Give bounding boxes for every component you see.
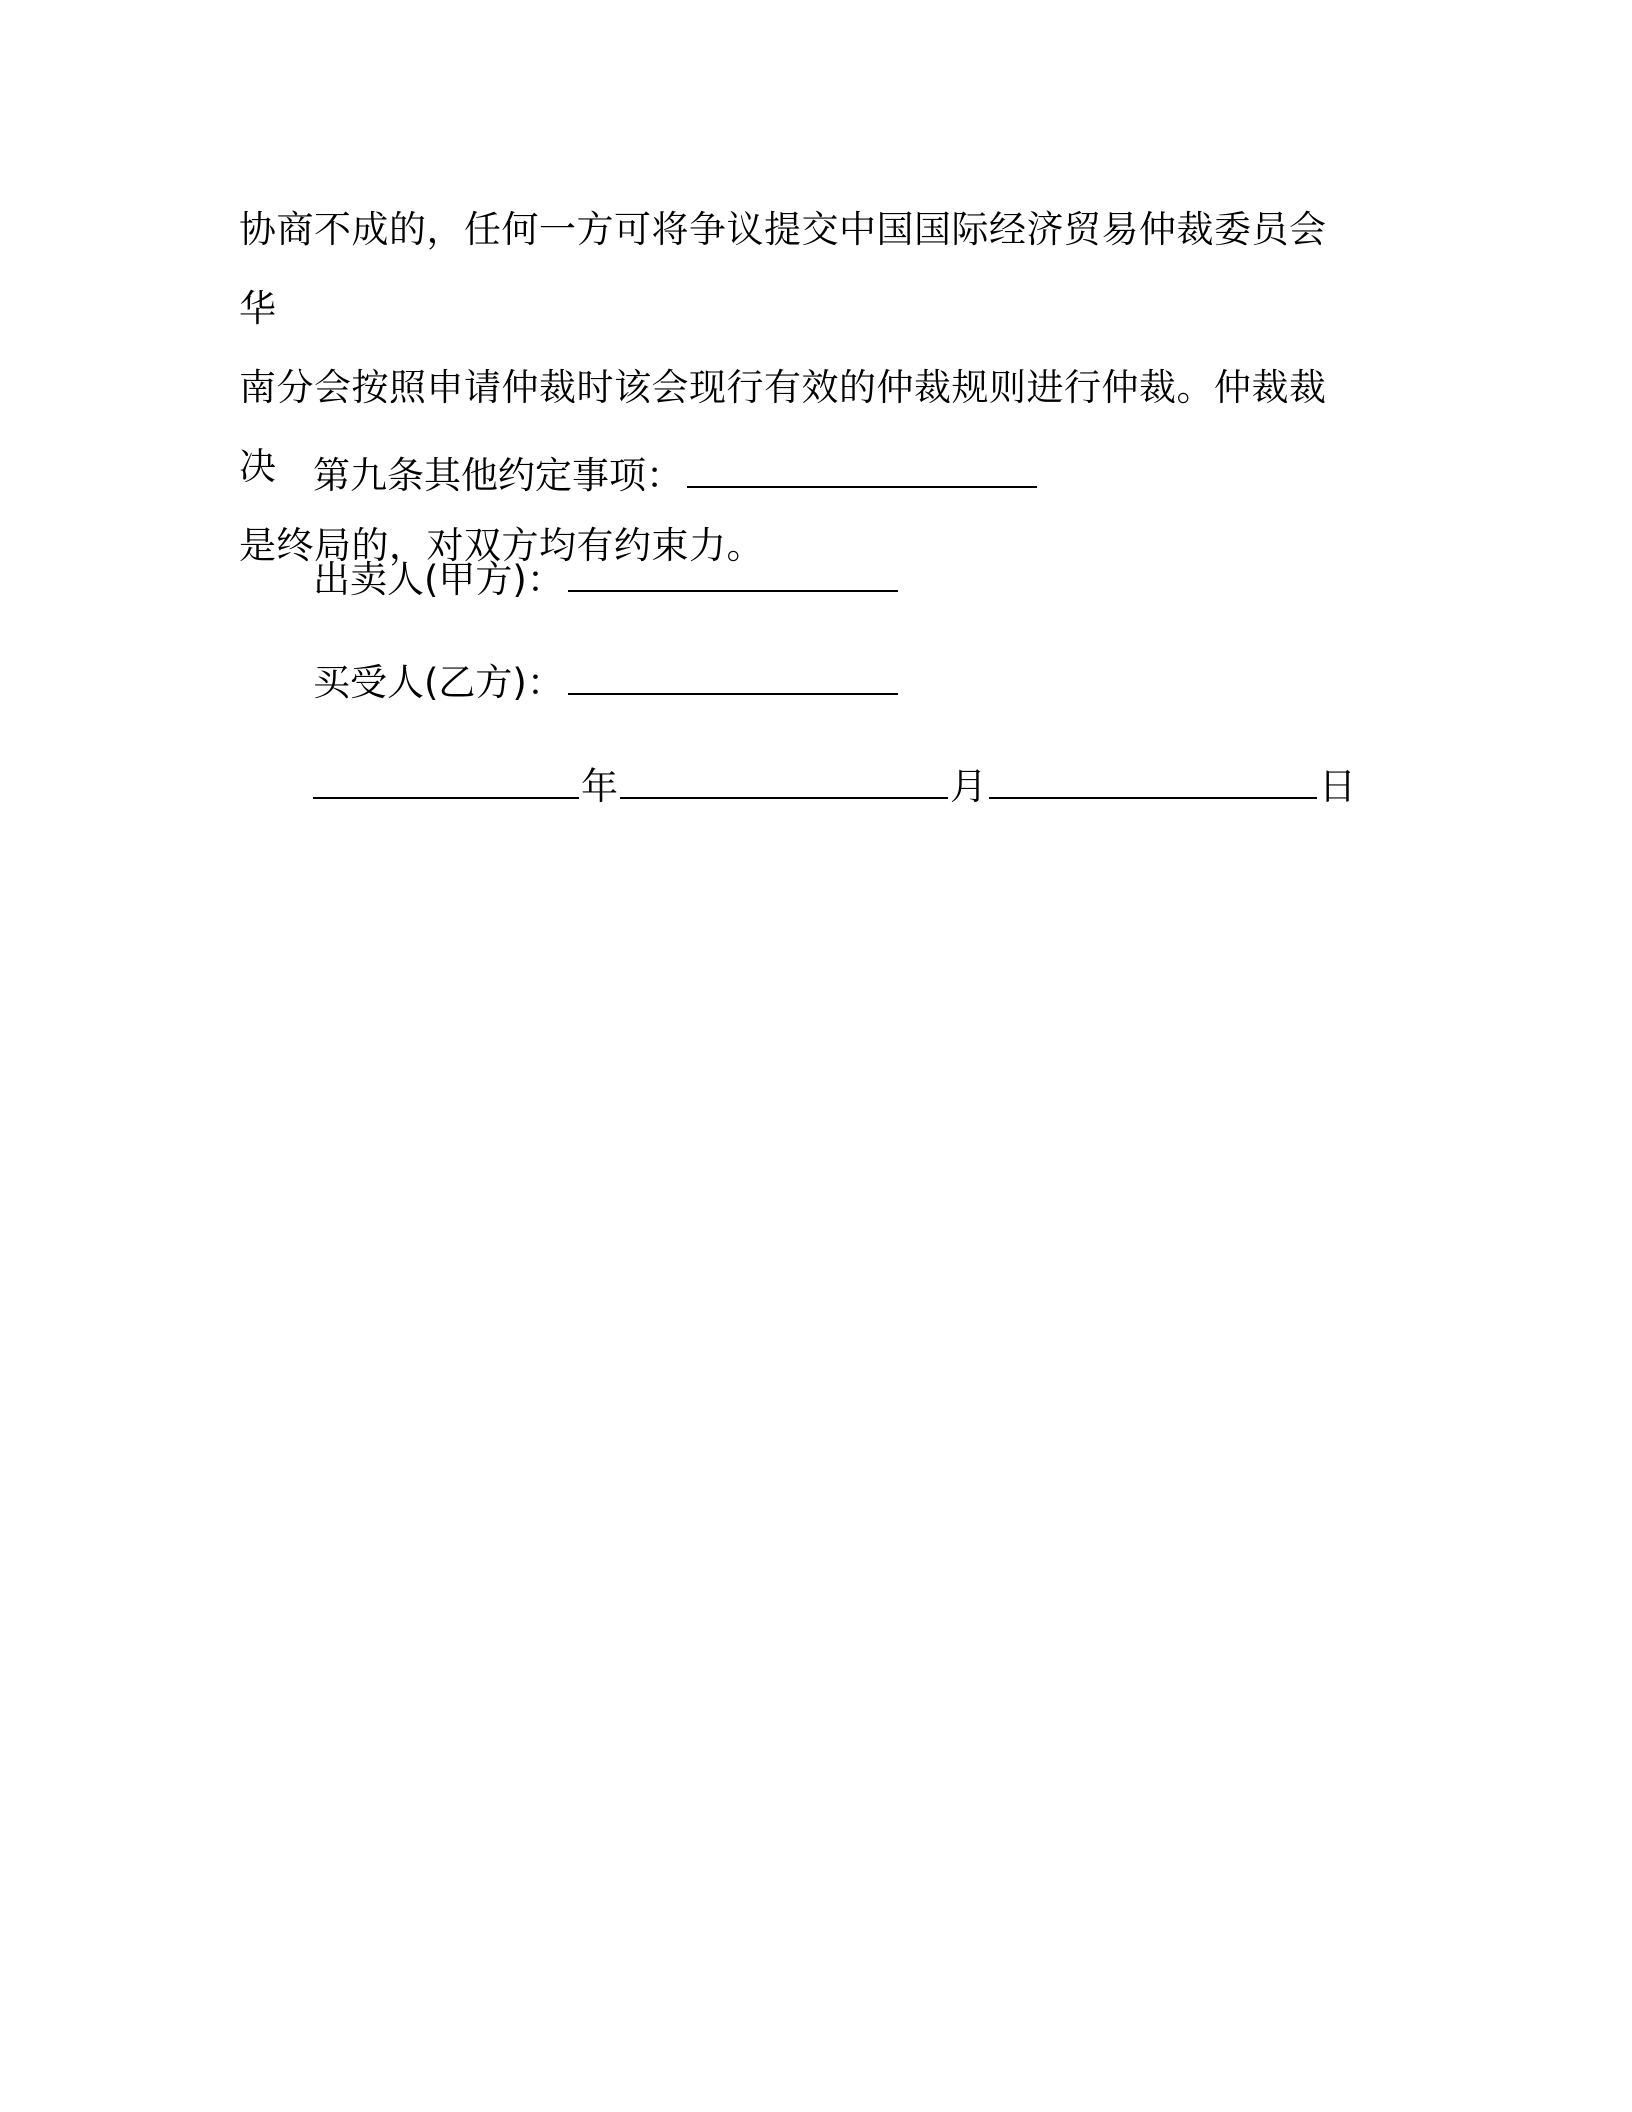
paragraph-line: 是终局的，对双方均有约束力。: [239, 524, 764, 567]
clause-9-label: 第九条其他约定事项：: [313, 454, 683, 497]
paragraph-line: 南分会按照申请仲裁时该会现行有效的仲裁规则进行仲裁。仲裁裁决: [239, 366, 1327, 488]
dispute-resolution-paragraph: [239, 190, 1359, 585]
clause-9-line: [313, 452, 1037, 500]
paragraph-line: 协商不成的，任何一方可将争议提交中国国际经济贸易仲裁委员会华: [239, 208, 1327, 330]
month-blank[interactable]: [620, 763, 948, 799]
date-line: [313, 763, 1356, 811]
buyer-label: 买受人(乙方)：: [313, 661, 564, 704]
day-label: 日: [1319, 765, 1356, 808]
month-label: 月: [950, 765, 987, 808]
year-label: 年: [581, 765, 618, 808]
year-blank[interactable]: [313, 763, 579, 799]
seller-blank[interactable]: [568, 556, 898, 592]
buyer-blank[interactable]: [568, 659, 898, 695]
seller-line: [313, 556, 898, 604]
clause-9-blank[interactable]: [687, 452, 1037, 488]
day-blank[interactable]: [989, 763, 1317, 799]
seller-label: 出卖人(甲方)：: [313, 558, 564, 601]
buyer-line: [313, 659, 898, 707]
